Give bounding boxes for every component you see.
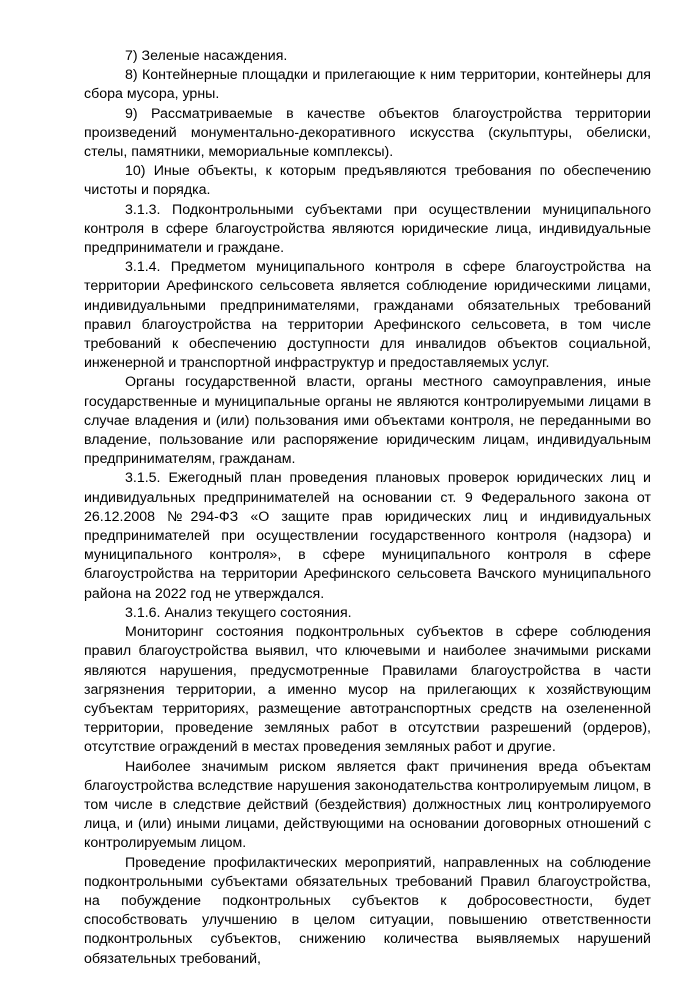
paragraph-risk: Наиболее значимым риском является факт причинения вреда объектам благоустройства вследствие нарушения законодательства контролируемым лицом, в том числе в следствие действий (бездействия) должностных лиц контролируемого лица, и (или) иными лицами, действующими на основании договорных отношений с контролируемым лицом. xyxy=(84,758,651,852)
paragraph-prevention: Проведение профилактических мероприятий, направленных на соблюдение подконтрольными субъектами обязательных требований Правил благоустройства, на побуждение подконтрольных субъектов к добросовестности, будет способствовать улучшению в целом ситуации, повышению ответственности подконтрольных субъектов, снижению количества выявляемых нарушений обязательных требований, xyxy=(84,854,651,967)
paragraph-state-bodies: Органы государственной власти, органы местного самоуправления, иные государственные и муниципальные органы не являются контролируемыми лицами в случае владения и (или) пользования ими объектами контроля, не переданными во владение, пользование или распоряжение юридическим лицам, индивидуальным предпринимателям, гражданам. xyxy=(84,374,651,468)
paragraph-3-1-3: 3.1.3. Подконтрольными субъектами при осуществлении муниципального контроля в сфере благоустройства являются юридические лица, индивидуальные предприниматели и граждане. xyxy=(84,201,651,257)
paragraph-3-1-5: 3.1.5. Ежегодный план проведения плановых проверок юридических лиц и индивидуальных предпринимателей на основании ст. 9 Федерального закона от 26.12.2008 №294-ФЗ «О защите прав юридических лиц и индивидуальных предпринимателей при осуществлении государственного контроля (надзора) и муниципального контроля», в сфере муниципального контроля в сфере благоустройства на территории Арефинского сельсовета Вачского муниципального района на 2022 год не утверждался. xyxy=(84,470,651,602)
paragraph-item-7: 7) Зеленые насаждения. xyxy=(125,48,288,64)
paragraph-3-1-6-heading: 3.1.6. Анализ текущего состояния. xyxy=(125,604,352,621)
document-page xyxy=(84,47,651,969)
paragraph-monitoring: Мониторинг состояния подконтрольных субъектов в сфере соблюдения правил благоустройства выявил, что ключевыми и наиболее значимыми рисками являются нарушения, предусмотренные Правилами благоустройства в части загрязнения территории, а именно мусор на прилегающих к хозяйствующим субъектам территориях, размещение автотранспортных средств на озелененной территории, проведение земляных работ в отсутствии разрешений (ордеров), отсутствие ограждений в местах проведения земляных работ и другие. xyxy=(84,624,651,756)
paragraph-item-8: 8) Контейнерные площадки и прилегающие к ним территории, контейнеры для сбора мусора, урны. xyxy=(84,67,651,103)
paragraph-item-9: 9) Рассматриваемые в качестве объектов благоустройства территории произведений монументально-декоративного искусства (скульптуры, обелиски, стелы, памятники, мемориальные комплексы). xyxy=(84,105,651,161)
paragraph-3-1-4: 3.1.4. Предметом муниципального контроля в сфере благоустройства на территории Арефинского сельсовета является соблюдение юридическими лицами, индивидуальными предпринимателями, гражданами обязательных требований правил благоустройства на территории Арефинского сельсовета, в том числе требований к обеспечению доступности для инвалидов объектов социальной, инженерной и транспортной инфраструктур и предоставляемых услуг. xyxy=(84,259,651,372)
paragraph-item-10: 10) Иные объекты, к которым предъявляются требования по обеспечению чистоты и порядка. xyxy=(84,163,651,199)
